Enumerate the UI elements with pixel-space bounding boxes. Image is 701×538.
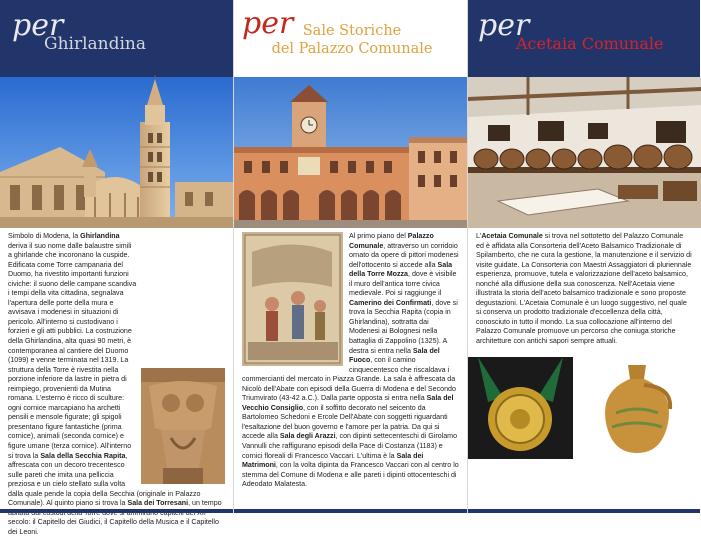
text-run: si trova nel sottotetto del Palazzo Comunale ed è affidata alla Consorteria dell'Aceto Balsamico Tradizionale di Spilamberto, che ne cura la gestione, la manutenzione e il servizio di visite guidate. La Consorteria con Maestri Assaggiatori di pluriennale esperienza, promuove, tutela e valorizzazione dell'aceto balsamico, nonché alla diffusione della sua conoscenza. Nell'Acetaia viene illustrata la storia dell'aceto balsamico tradizionale e sono proposte degustazioni. L'Acetaia Comunale è un luogo suggestivo, nel quale si conserva un prodotto tradizionale d'eccellenza della città, conosciuto in tutto il mondo. La sua collocazione all'interno del Palazzo Comunale promuove un percorso che coniuga storiche architetture con antichi sapori sempre attuali. [476,232,692,346]
text-run: Simbolo di Modena, la [8,232,81,240]
photo-acetaia [468,77,700,228]
text-run: Al primo piano del [349,232,408,240]
column-sale-storiche [233,0,467,513]
per-script: per [12,8,64,43]
fresco-painting-inset [242,232,343,366]
highlight-term: Sala degli Arazzi [279,432,336,441]
text-run: , con la volta dipinta da Francesco Vaccari con al centro lo stemma del Comune di Modena e alle pareti i dipinti ottocenteschi di Adeodato Malatesta. [242,461,459,489]
text-run: L' [476,232,482,240]
section-title-ghirlandina: Ghirlandina [44,34,147,54]
text-run: , dove si trova la Secchia Rapita (copia in Ghirlandina), sottratta dai Modenesi ai Bolognesi nella battaglia di Zappolino (1325). A destra si entra nella [349,298,458,355]
column-ghirlandina [0,0,233,536]
acetaia-images [476,357,692,467]
description-acetaia [476,232,692,345]
highlight-term: Acetaia Comunale [481,232,543,240]
ceramic-jug-inset [582,357,692,459]
per-script: per [478,8,530,43]
text-acetaia [468,228,700,467]
ghirlandina-tower-illustration [0,77,233,228]
photo-palazzo-comunale [234,77,467,228]
text-run: , con dipinti settecenteschi di Girolamo Vannulli che raffigurano episodi della Pace di Costanza (1183) e cornici floreali di Francesco Vaccari. L'ultima è la [242,432,458,460]
header-ghirlandina [0,0,233,77]
highlight-term: Palazzo Comunale [349,232,434,250]
capital-carving-inset [141,368,225,484]
palazzo-comunale-illustration [234,77,468,228]
text-sale-storiche [234,228,467,490]
photo-ghirlandina [0,77,233,228]
text-run: , un tempo secolo: il Capitello dei Giudici, il Capitello della Musica e il Capitello dei Leoni. [8,499,222,536]
text-ghirlandina [0,228,233,538]
highlight-term: Sala della Torre Mozza [349,260,453,279]
text-run: deriva il suo nome dalle balaustre simili a ghirlande che incoronano la cuspide. Edificata come Torre campanaria del Duomo, ha rivestito importanti funzioni civiche: il suono delle campane scandiva i tempi della vita cittadina, segnalava l'apertura delle porte della mura e avvisava i modenesi in situazioni di pericolo. All'interno si custodivano i forzieri e gli atti pubblici. La costruzione della Ghirlandina, alta quasi 90 metri, è contemporanea al cantiere del Duomo (1099) e venne terminata nel 1319. La struttura della Torre è rivestita nella porzione inferiore da lastre in pietra di reimpiego, provenienti da Mutina romana. L'esterno è ricco di sculture: ogni cornice marcapiano ha archetti pensili e mensole figurate; gli spigoli presentano figure fantastiche (prima cornice), animali (seconda cornice) e figure umane (terza cornice). All'interno si trova la [8,241,137,460]
highlight-term: Ghirlandina [80,232,120,240]
highlight-term: Camerino dei Confirmati [349,298,432,307]
acetaia-barrels-illustration [468,77,701,228]
highlight-term: Sala dei Matrimoni [242,451,424,470]
text-run: , affrescata con un decoro trecentesco sulle pareti che imita una pelliccia preziosa e un cielo stellato sulla volta dalla quale pende la copia della Secchia (originale in Palazzo Comunale). Al quinto piano si trova la [8,451,201,508]
bottom-rule [234,509,467,513]
header-acetaia [468,0,700,77]
section-title-acetaia: Acetaia Comunale [516,34,664,53]
highlight-term: Sala della Secchia Rapita [40,451,126,460]
title-line-1: Sale Storiche [302,23,402,39]
per-script: per [242,6,294,41]
title-line-2: del Palazzo Comunale [271,41,433,57]
highlight-term: Sala del Vecchio Consiglio [242,394,454,412]
section-title-sale-storiche [262,22,442,58]
highlight-term: Sala del Fuoco [349,346,440,365]
column-acetaia-comunale [467,0,700,513]
bottom-rule [468,509,700,513]
header-sale-storiche [234,0,467,77]
highlight-term: Sala dei Torresani [127,499,189,508]
text-run: , con il camino cinquecentesco che riscaldava i commercianti del mercato in Piazza Grande. La sala è affrescata da Nicolò dell'Abate con episodi della Guerra di Modena e del Secondo Triumvirato (43-42 a.C.). Dalla parte opposta si entra nella [242,356,456,403]
bottom-rule [0,509,233,513]
text-run: , dove è visibile il muro dell'antica torre civica medievale. Poi si raggiunge il [349,270,457,298]
consorteria-medal-inset [468,357,573,459]
text-run: , con il soffitto decorato nel seicento da Bartolomeo Schedoni e Ercole Dell'Abate con soggetti riguardanti l'esaltazione del buon governo e l'amore per la patria. Da qui si accede alla [242,403,448,441]
text-run: , attraverso un corridoio ornato da opere di pittori modenesi dell'ottocento si accede alla [349,241,459,269]
